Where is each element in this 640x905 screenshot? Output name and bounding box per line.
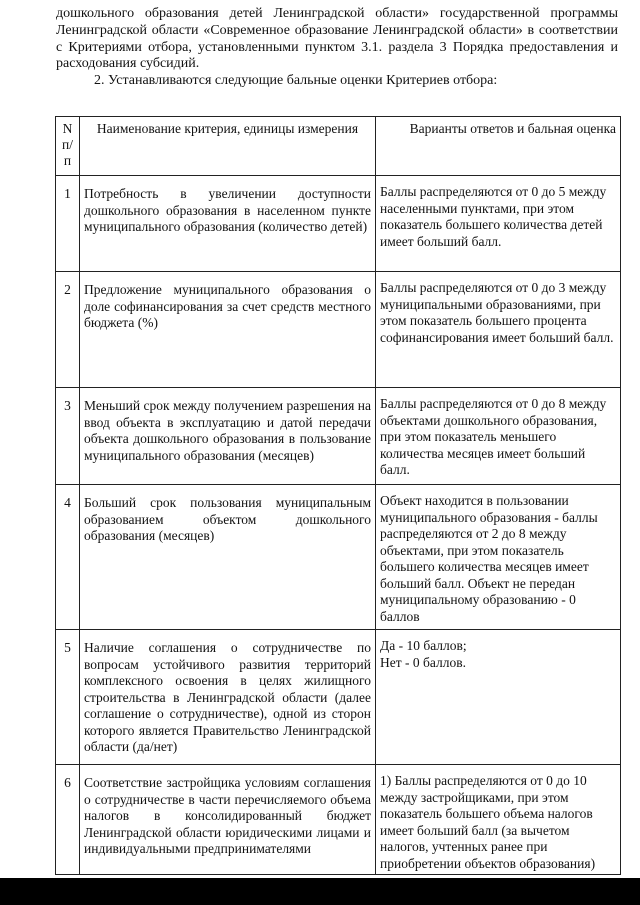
header-num: N п/п (56, 117, 80, 176)
table-row (56, 485, 621, 630)
header-answers: Варианты ответов и бальная оценка (376, 117, 621, 176)
table-row (56, 765, 621, 875)
table-row (56, 272, 621, 388)
table-header-row (56, 117, 621, 176)
intro-item-2: 2. Устанавливаются следующие бальные оценки Критериев отбора: (94, 73, 498, 89)
row-criterion: Предложение муниципального образования о доле софинансирования за счет средств местного бюджета (%) (80, 272, 376, 388)
row-answers: 1) Баллы распределяются от 0 до 10 между застройщиками, при этом показатель большего объема налогов имеет больший балл (за вычетом налогов, учтенных ранее при приобретении объектов образования) (376, 765, 621, 875)
row-answers: Баллы распределяются от 0 до 3 между муниципальными образованиями, при этом показатель большего процента софинансирования имеет больший балл. (376, 272, 621, 388)
row-num: 6 (56, 765, 80, 875)
row-criterion: Наличие соглашения о сотрудничестве по вопросам устойчивого развития территорий комплексного освоения в целях жилищного строительства в Ленинградской области (далее соглашение о сотрудничестве), одной из сторон которого является Правительство Ленинградской области (да/нет) (80, 630, 376, 765)
header-criterion: Наименование критерия, единицы измерения (80, 117, 376, 176)
row-criterion: Меньший срок между получением разрешения на ввод объекта в эксплуатацию и датой передачи объекта дошкольного образования в пользование муниципального образования (месяцев) (80, 388, 376, 485)
criteria-table (55, 116, 621, 875)
row-num: 4 (56, 485, 80, 630)
row-num: 1 (56, 176, 80, 272)
row-answers: Баллы распределяются от 0 до 5 между населенными пунктами, при этом показатель большего количества детей имеет больший балл. (376, 176, 621, 272)
row-criterion: Потребность в увеличении доступности дошкольного образования в населенном пункте муниципального образования (количество детей) (80, 176, 376, 272)
row-answers: Баллы распределяются от 0 до 8 между объектами дошкольного образования, при этом показатель меньшего количества месяцев имеет больший балл. (376, 388, 621, 485)
row-num: 3 (56, 388, 80, 485)
row-answers: Да - 10 баллов; Нет - 0 баллов. (376, 630, 621, 765)
intro-text (56, 6, 618, 90)
row-num: 5 (56, 630, 80, 765)
table-row (56, 388, 621, 485)
intro-paragraph: дошкольного образования детей Ленинградской области» государственной программы Ленинградской области «Современное образование Ленинградской области» в соответствии с Критериями отбора, установленными пунктом 3.1. раздела 3 Порядка предоставления и расходования субсидий. (56, 6, 618, 72)
row-answers: Объект находится в пользовании муниципального образования - баллы распределяются от 2 до 8 между объектами, при этом показатель большего количества месяцев имеет больший балл. Объект не передан муниципальному образованию - 0 баллов (376, 485, 621, 630)
table-row (56, 176, 621, 272)
scan-edge-bar (0, 878, 640, 905)
row-criterion: Больший срок пользования муниципальным образованием объектом дошкольного образования (месяцев) (80, 485, 376, 630)
row-num: 2 (56, 272, 80, 388)
table-row (56, 630, 621, 765)
row-criterion: Соответствие застройщика условиям соглашения о сотрудничестве в части перечисляемого объема налогов в консолидированный бюджет Ленинградской области юридическими лицами и индивидуальными предпринимателями (80, 765, 376, 875)
